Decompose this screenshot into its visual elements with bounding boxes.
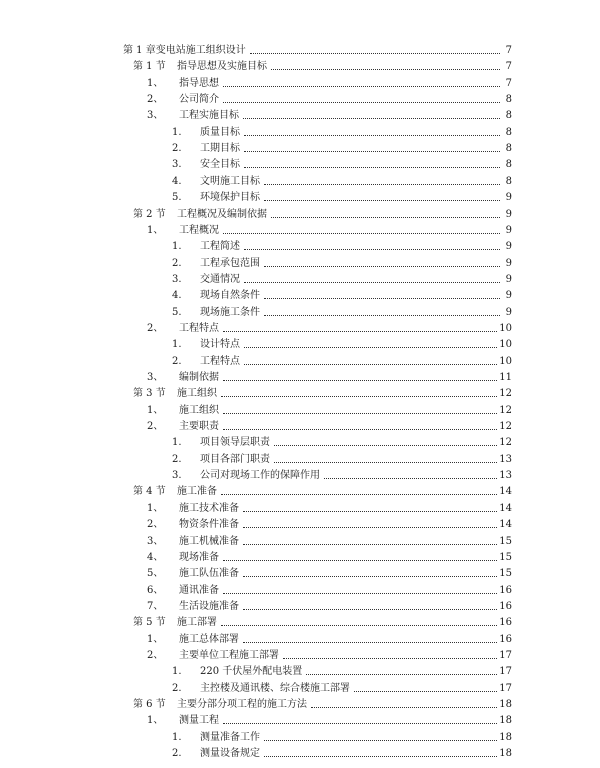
- toc-entry[interactable]: [147, 319, 512, 335]
- dot-leader: [243, 510, 497, 512]
- toc-entry-title: 工程概况及编制依据: [177, 208, 267, 220]
- dot-leader: [264, 265, 500, 267]
- toc-entry-title: 指导思想及实施目标: [177, 61, 267, 73]
- toc-entry-number: 2.: [172, 682, 182, 694]
- toc-entry[interactable]: [133, 695, 512, 711]
- toc-entry-number: 第 5 节: [133, 617, 166, 629]
- toc-entry-title: 施工机械准备: [179, 535, 239, 547]
- toc-entry-title: 现场自然条件: [200, 290, 260, 302]
- toc-entry-title: 物资条件准备: [179, 519, 239, 531]
- dot-leader: [221, 624, 497, 626]
- toc-entry-page-number: 10: [499, 355, 512, 367]
- toc-entry[interactable]: [172, 172, 512, 188]
- toc-entry-page-number: 8: [505, 159, 512, 171]
- toc-entry-title: 现场准备: [179, 551, 219, 563]
- toc-entry-page-number: 11: [499, 372, 512, 383]
- toc-entry-number: 第 1 节: [133, 61, 166, 73]
- dot-leader: [243, 641, 497, 643]
- toc-entry-number: 第 4 节: [133, 486, 166, 498]
- toc-entry-title: 工程特点: [179, 322, 219, 334]
- dot-leader: [264, 755, 497, 757]
- toc-entry-title: 质量目标: [200, 126, 240, 138]
- dot-leader: [354, 690, 497, 692]
- toc-entry-number: 1、: [147, 404, 164, 416]
- toc-entry[interactable]: [172, 155, 512, 171]
- toc-entry-title: 施工组织: [177, 388, 217, 400]
- toc-entry-number: 5.: [172, 192, 182, 204]
- toc-entry-page-number: 7: [505, 61, 512, 73]
- toc-entry-number: 1.: [172, 241, 182, 253]
- dot-leader: [223, 592, 497, 594]
- dot-leader: [243, 543, 497, 545]
- dot-leader: [223, 379, 497, 381]
- toc-entry-number: 6、: [147, 584, 164, 596]
- toc-entry-number: 3、: [147, 372, 164, 383]
- toc-entry-page-number: 8: [505, 126, 512, 138]
- toc-entry-title: 工程概况: [179, 224, 219, 236]
- dot-leader: [244, 346, 497, 348]
- toc-entry-page-number: 17: [499, 682, 512, 694]
- toc-entry-page-number: 13: [499, 453, 512, 465]
- toc-entry-title: 施工总体部署: [179, 633, 239, 645]
- toc-entry[interactable]: [172, 450, 512, 466]
- dot-leader: [223, 412, 497, 414]
- dot-leader: [243, 575, 497, 577]
- toc-entry[interactable]: [172, 352, 512, 368]
- toc-entry-title: 交通情况: [200, 273, 240, 285]
- toc-entry[interactable]: [147, 564, 512, 580]
- toc-entry-number: 2、: [147, 519, 164, 531]
- toc-entry-title: 测量准备工作: [200, 731, 260, 743]
- dot-leader: [244, 150, 500, 152]
- dot-leader: [244, 281, 500, 283]
- toc-entry-title: 指导思想: [179, 77, 219, 89]
- toc-entry-title: 工程承包范围: [200, 257, 260, 269]
- toc-entry-page-number: 15: [499, 535, 512, 547]
- dot-leader: [221, 395, 497, 397]
- toc-entry[interactable]: [172, 728, 512, 744]
- toc-entry-title: 主要分部分项工程的施工方法: [177, 699, 307, 710]
- toc-entry-number: 2、: [147, 322, 164, 334]
- toc-entry-page-number: 9: [505, 208, 512, 220]
- toc-entry-title: 编制依据: [179, 372, 219, 383]
- toc-entry-page-number: 15: [499, 568, 512, 580]
- toc-entry[interactable]: [172, 286, 512, 302]
- toc-entry[interactable]: [147, 499, 512, 515]
- dot-leader: [264, 297, 500, 299]
- toc-entry-title: 生活设施准备: [179, 600, 239, 612]
- toc-entry-number: 2.: [172, 748, 182, 760]
- toc-entry-title: 变电站施工组织设计: [155, 45, 246, 56]
- toc-entry-page-number: 7: [505, 45, 512, 56]
- dot-leader: [271, 216, 500, 218]
- toc-entry-number: 3.: [172, 470, 182, 482]
- toc-entry-title: 公司对现场工作的保障作用: [200, 470, 320, 482]
- dot-leader: [271, 68, 500, 70]
- toc-entry-page-number: 18: [499, 715, 512, 727]
- dot-leader: [264, 199, 500, 201]
- toc-entry-number: 1.: [172, 731, 182, 743]
- toc-entry-title: 施工组织: [179, 404, 219, 416]
- toc-entry[interactable]: [147, 548, 512, 564]
- toc-entry-page-number: 12: [499, 437, 512, 449]
- toc-entry-number: 1、: [147, 77, 164, 89]
- toc-entry-number: 2、: [147, 421, 164, 433]
- toc-entry-page-number: 10: [499, 339, 512, 351]
- dot-leader: [306, 673, 497, 675]
- toc-entry-number: 7、: [147, 600, 164, 612]
- toc-entry-page-number: 17: [499, 649, 512, 661]
- toc-entry-number: 2.: [172, 453, 182, 465]
- toc-entry[interactable]: [147, 597, 512, 613]
- dot-leader: [274, 444, 497, 446]
- toc-entry-number: 5.: [172, 306, 182, 318]
- toc-entry-number: 1、: [147, 224, 164, 236]
- dot-leader: [223, 85, 500, 87]
- dot-leader: [223, 559, 497, 561]
- toc-entry-page-number: 8: [505, 143, 512, 155]
- toc-entry[interactable]: [147, 106, 512, 122]
- toc-entry-number: 4.: [172, 175, 182, 187]
- toc-entry-title: 环境保护目标: [200, 192, 260, 204]
- dot-leader: [243, 526, 497, 528]
- toc-entry-page-number: 16: [499, 633, 512, 645]
- toc-entry[interactable]: [133, 482, 512, 498]
- toc-entry-title: 安全目标: [200, 159, 240, 171]
- toc-entry-page-number: 17: [499, 666, 512, 678]
- toc-entry-number: 3.: [172, 273, 182, 285]
- dot-leader: [243, 608, 497, 610]
- dot-leader: [244, 166, 500, 168]
- toc-entry-number: 4.: [172, 290, 182, 302]
- toc-entry-page-number: 10: [499, 322, 512, 334]
- toc-entry-title: 施工队伍准备: [179, 568, 239, 580]
- toc-entry-number: 1、: [147, 633, 164, 645]
- dot-leader: [223, 428, 497, 430]
- toc-entry[interactable]: [172, 303, 512, 319]
- toc-entry-page-number: 12: [499, 388, 512, 400]
- toc-entry-title: 项目各部门职责: [200, 453, 270, 465]
- toc-entry-number: 1.: [172, 666, 182, 678]
- toc-entry[interactable]: [147, 74, 512, 90]
- toc-entry-page-number: 14: [499, 486, 512, 498]
- toc-entry-number: 2.: [172, 355, 182, 367]
- toc-entry[interactable]: [172, 744, 512, 760]
- toc-entry[interactable]: [147, 221, 512, 237]
- toc-entry[interactable]: [172, 270, 512, 286]
- toc-entry[interactable]: [172, 433, 512, 449]
- toc-entry-title: 施工技术准备: [179, 502, 239, 514]
- toc-entry-page-number: 9: [505, 241, 512, 253]
- toc-entry-page-number: 14: [499, 519, 512, 531]
- toc-entry-page-number: 18: [499, 731, 512, 743]
- toc-entry-title: 设计特点: [200, 339, 240, 351]
- toc-entry[interactable]: [172, 679, 512, 695]
- toc-entry-title: 通讯准备: [179, 584, 219, 596]
- toc-entry-title: 主要职责: [179, 421, 219, 433]
- toc-entry-title: 施工部署: [177, 617, 217, 629]
- toc-entry-page-number: 16: [499, 584, 512, 596]
- toc-entry-title: 主要单位工程施工部署: [179, 649, 279, 661]
- toc-entry-number: 第 2 节: [133, 208, 166, 220]
- toc-entry-number: 第 1 章: [123, 45, 156, 56]
- toc-entry[interactable]: [133, 384, 512, 400]
- toc-entry[interactable]: [133, 205, 512, 221]
- toc-entry-title: 主控楼及通讯楼、综合楼施工部署: [200, 682, 350, 694]
- toc-entry[interactable]: [147, 532, 512, 548]
- toc-entry-number: 3、: [147, 535, 164, 547]
- dot-leader: [250, 52, 500, 54]
- toc-entry-page-number: 18: [499, 748, 512, 760]
- toc-entry[interactable]: [172, 335, 512, 351]
- toc-entry-number: 2、: [147, 94, 164, 106]
- toc-entry-page-number: 9: [505, 273, 512, 285]
- dot-leader: [223, 330, 497, 332]
- toc-entry[interactable]: [147, 417, 512, 433]
- dot-leader: [221, 493, 497, 495]
- toc-entry[interactable]: [172, 662, 512, 678]
- toc-entry[interactable]: [147, 646, 512, 662]
- toc-entry-number: 第 3 节: [133, 388, 166, 400]
- toc-entry-number: 1.: [172, 339, 182, 351]
- toc-entry-number: 1、: [147, 502, 164, 514]
- toc-entry-number: 1、: [147, 715, 164, 727]
- toc-entry-number: 2.: [172, 257, 182, 269]
- toc-entry-title: 测量工程: [179, 715, 219, 727]
- toc-entry[interactable]: [172, 139, 512, 155]
- toc-entry-title: 项目领导层职责: [200, 437, 270, 449]
- dot-leader: [311, 706, 497, 708]
- toc-entry-page-number: 8: [505, 110, 512, 122]
- toc-entry-number: 4、: [147, 551, 164, 563]
- dot-leader: [244, 134, 500, 136]
- toc-entry-number: 2.: [172, 143, 182, 155]
- dot-leader: [223, 722, 497, 724]
- dot-leader: [264, 739, 497, 741]
- toc-entry-page-number: 9: [505, 224, 512, 236]
- toc-entry-number: 3.: [172, 159, 182, 171]
- toc-entry-page-number: 7: [505, 77, 512, 89]
- toc-entry-page-number: 9: [505, 257, 512, 269]
- toc-entry-page-number: 16: [499, 600, 512, 612]
- toc-entry-page-number: 12: [499, 404, 512, 416]
- dot-leader: [244, 248, 500, 250]
- toc-entry[interactable]: [147, 90, 512, 106]
- toc-entry-number: 第 6 节: [133, 699, 166, 710]
- toc-entry-title: 公司简介: [179, 94, 219, 106]
- toc-entry-page-number: 12: [499, 421, 512, 433]
- toc-entry-title: 工期目标: [200, 143, 240, 155]
- dot-leader: [283, 657, 497, 659]
- toc-entry[interactable]: [172, 466, 512, 482]
- toc-entry-title: 220 千伏屋外配电装置: [200, 666, 303, 678]
- toc-entry-number: 5、: [147, 568, 164, 580]
- toc-entry-title: 工程简述: [200, 241, 240, 253]
- toc-entry-title: 文明施工目标: [200, 175, 260, 187]
- toc-entry-page-number: 9: [505, 192, 512, 204]
- dot-leader: [274, 461, 497, 463]
- toc-entry-page-number: 18: [499, 699, 512, 710]
- dot-leader: [264, 314, 500, 316]
- dot-leader: [264, 183, 500, 185]
- toc-entry[interactable]: [172, 237, 512, 253]
- dot-leader: [223, 232, 500, 234]
- toc-entry-page-number: 8: [505, 175, 512, 187]
- toc-entry[interactable]: [172, 254, 512, 270]
- toc-entry-page-number: 15: [499, 551, 512, 563]
- toc-entry-title: 施工准备: [177, 486, 217, 498]
- toc-entry[interactable]: [147, 630, 512, 646]
- toc-entry[interactable]: [133, 57, 512, 73]
- toc-entry-title: 测量设备规定: [200, 748, 260, 760]
- toc-entry[interactable]: [123, 41, 512, 57]
- toc-entry-title: 现场施工条件: [200, 306, 260, 318]
- toc-entry-number: 1.: [172, 126, 182, 138]
- toc-entry[interactable]: [147, 711, 512, 727]
- dot-leader: [243, 117, 500, 119]
- toc-entry[interactable]: [172, 123, 512, 139]
- toc-entry[interactable]: [147, 515, 512, 531]
- toc-entry[interactable]: [133, 613, 512, 629]
- toc-entry-page-number: 9: [505, 306, 512, 318]
- toc-entry-page-number: 8: [505, 94, 512, 106]
- toc-entry-title: 工程实施目标: [179, 110, 239, 122]
- toc-entry-page-number: 9: [505, 290, 512, 302]
- toc-entry[interactable]: [172, 188, 512, 204]
- toc-entry-page-number: 13: [499, 470, 512, 482]
- toc-entry-number: 3、: [147, 110, 164, 122]
- toc-entry[interactable]: [147, 581, 512, 597]
- toc-entry-number: 1.: [172, 437, 182, 449]
- toc-entry-page-number: 16: [499, 617, 512, 629]
- toc-entry-page-number: 14: [499, 502, 512, 514]
- dot-leader: [244, 363, 497, 365]
- toc-entry[interactable]: [147, 368, 512, 384]
- dot-leader: [324, 477, 497, 479]
- toc-entry-number: 2、: [147, 649, 164, 661]
- dot-leader: [223, 101, 500, 103]
- toc-entry-title: 工程特点: [200, 355, 240, 367]
- toc-entry[interactable]: [147, 401, 512, 417]
